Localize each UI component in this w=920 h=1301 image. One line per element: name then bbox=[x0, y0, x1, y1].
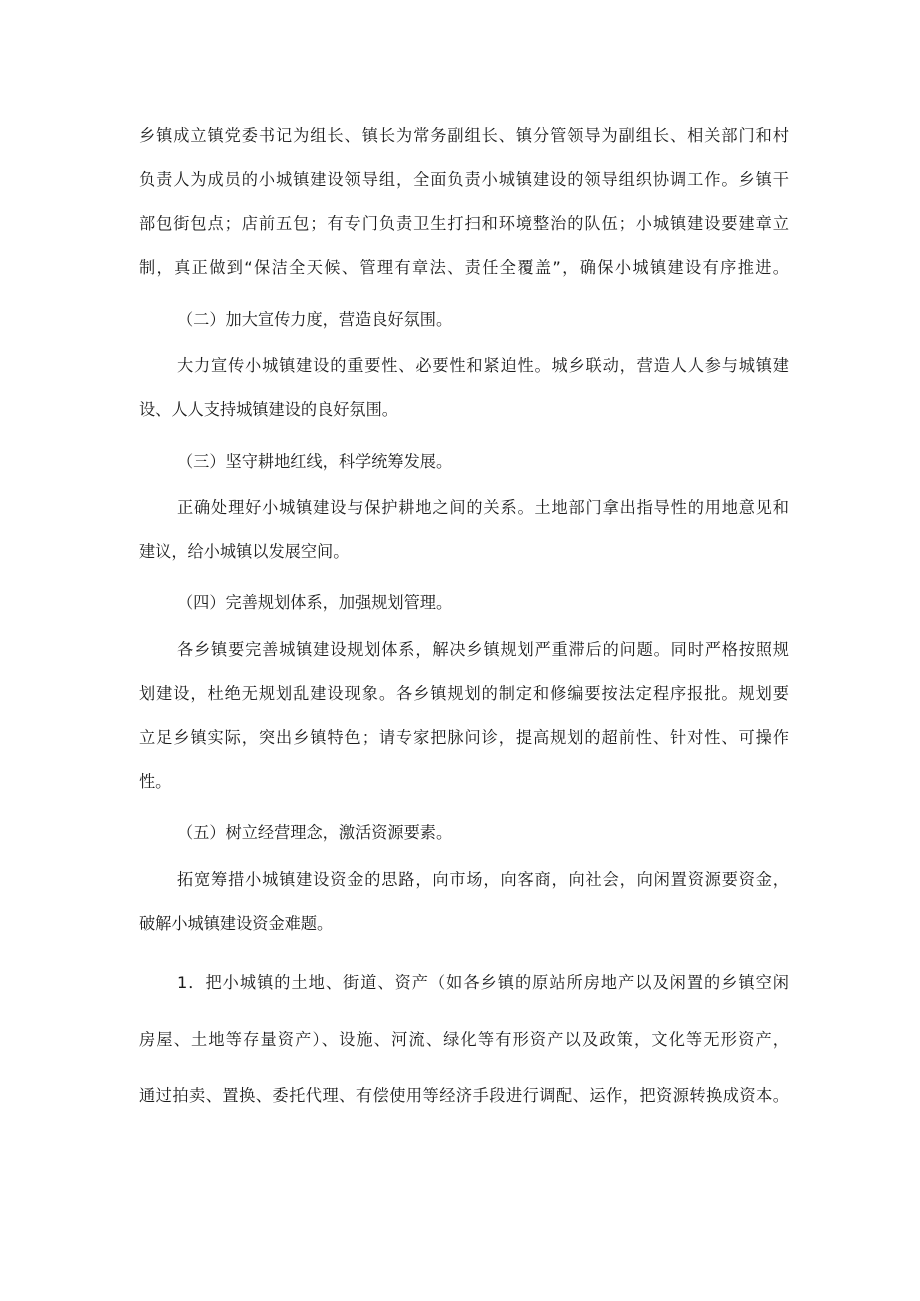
paragraph-1-line-3: 部包街包点；店前五包；有专门负责卫生打扫和环境整治的队伍；小城镇建设要建章立 bbox=[139, 214, 789, 233]
list-item-1-line-2: 房屋、土地等存量资产）、设施、河流、绿化等有形资产以及政策，文化等无形资产， bbox=[139, 1030, 789, 1049]
section-heading-3: （三）坚守耕地红线，科学统筹发展。 bbox=[177, 452, 453, 471]
paragraph-3-line-1: 正确处理好小城镇建设与保护耕地之间的关系。土地部门拿出指导性的用地意见和 bbox=[177, 498, 789, 517]
list-item-1-line-3: 通过拍卖、置换、委托代理、有偿使用等经济手段进行调配、运作，把资源转换成资本。 bbox=[139, 1086, 789, 1105]
paragraph-5-line-2: 破解小城镇建设资金难题。 bbox=[139, 914, 334, 933]
paragraph-3-line-2: 建议，给小城镇以发展空间。 bbox=[139, 542, 350, 561]
paragraph-1-line-2: 负责人为成员的小城镇建设领导组，全面负责小城镇建设的领导组织协调工作。乡镇干 bbox=[139, 170, 789, 189]
paragraph-4-line-1: 各乡镇要完善城镇建设规划体系，解决乡镇规划严重滞后的问题。同时严格按照规 bbox=[177, 640, 789, 659]
paragraph-2-line-2: 设、人人支持城镇建设的良好氛围。 bbox=[139, 400, 398, 419]
section-heading-5: （五）树立经营理念，激活资源要素。 bbox=[177, 823, 453, 842]
paragraph-1-line-4: 制，真正做到“保洁全天候、管理有章法、责任全覆盖”，确保小城镇建设有序推进。 bbox=[139, 258, 789, 277]
paragraph-5-line-1: 拓宽筹措小城镇建设资金的思路，向市场，向客商，向社会，向闲置资源要资金， bbox=[177, 870, 789, 889]
paragraph-4-line-4: 性。 bbox=[139, 772, 172, 791]
paragraph-4-line-3: 立足乡镇实际，突出乡镇特色；请专家把脉问诊，提高规划的超前性、针对性、可操作 bbox=[139, 728, 789, 747]
paragraph-2-line-1: 大力宣传小城镇建设的重要性、必要性和紧迫性。城乡联动，营造人人参与城镇建 bbox=[177, 356, 789, 375]
section-heading-2: （二）加大宣传力度，营造良好氛围。 bbox=[177, 310, 453, 329]
list-item-1-line-1: 1．把小城镇的土地、街道、资产（如各乡镇的原站所房地产以及闲置的乡镇空闲 bbox=[177, 973, 789, 992]
section-heading-4: （四）完善规划体系，加强规划管理。 bbox=[177, 593, 453, 612]
paragraph-1-line-1: 乡镇成立镇党委书记为组长、镇长为常务副组长、镇分管领导为副组长、相关部门和村 bbox=[139, 126, 789, 145]
paragraph-4-line-2: 划建设，杜绝无规划乱建设现象。各乡镇规划的制定和修编要按法定程序报批。规划要 bbox=[139, 684, 789, 703]
